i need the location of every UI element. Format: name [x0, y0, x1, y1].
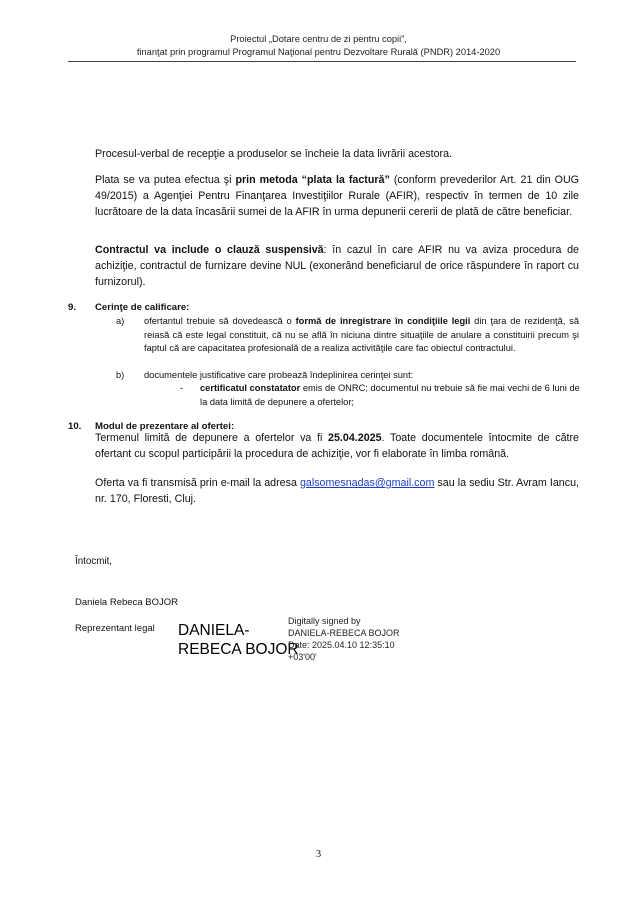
- email-paragraph: Oferta va fi transmisă prin e-mail la adresa galsomesnadas@gmail.com sau la sediu Str. Avram Iancu, nr. 170, Floresti, Cluj.: [95, 477, 579, 505]
- signature-info-line: Date: 2025.04.10 12:35:10: [288, 640, 395, 650]
- signature-info-line: Digitally signed by: [288, 616, 361, 626]
- page-number: 3: [315, 849, 322, 860]
- signature-name-line-1: DANIELA-: [178, 622, 250, 639]
- section-9-title: Cerinţe de calificare:: [95, 302, 190, 313]
- intocmit-label: Întocmit,: [75, 556, 113, 567]
- item-a-marker: a): [116, 316, 125, 326]
- signature-info-line: DANIELA-REBECA BOJOR: [288, 628, 400, 638]
- section-10-title: Modul de prezentare al ofertei:: [95, 421, 235, 432]
- digital-signature-info: [288, 615, 400, 663]
- item-b-text: documentele justificative care probează îndeplinirea cerinţei sunt:: [144, 370, 414, 380]
- item-b-subitem: certificatul constatator emis de ONRC; documentul nu trebuie să fie mai vechi de 6 luni de la data limită de depunere a ofertelor;: [200, 383, 580, 407]
- header-rule: [68, 61, 576, 62]
- payment-paragraph: Plata se va putea efectua şi prin metoda “plata la factură” (conform prevederilor Art. 21 din OUG 49/2015) a Agenţiei Pentru Finanţarea Investiţiilor Rurale (AFIR), respectiv în termen de 10 zile lucrătoare de la data încasării sumei de la AFIR în urma depunerii cererii de plată de către beneficiar.: [95, 174, 579, 218]
- item-a-text: ofertantul trebuie să dovedească o formă de înregistrare în condiţiile legii din ţara de rezidenţă, să reiasă că este legal constituit, că nu se află în niciuna dintre situaţiile de anulare a constituirii precum şi faptul că are capacitatea profesională de a realiza activităţile care fac obiectul contractului.: [144, 316, 579, 354]
- signatory-name: Daniela Rebeca BOJOR: [75, 597, 178, 608]
- signature-info-line: +03'00': [288, 652, 317, 662]
- item-b-dash: -: [180, 383, 184, 393]
- reception-paragraph: Procesul-verbal de recepţie a produselor se încheie la data livrării acestora.: [95, 148, 453, 160]
- section-9-number: 9.: [68, 302, 77, 313]
- deadline-paragraph: Termenul limită de depunere a ofertelor va fi 25.04.2025. Toate documentele întocmite de către ofertant cu scopul participării la procedura de achiziţie, vor fi elaborate în limba română.: [95, 432, 579, 460]
- suspensive-clause-paragraph: Contractul va include o clauză suspensivă: în cazul în care AFIR nu va aviza procedura de achiziţie, contractul de furnizare devine NUL (exonerând beneficiarul de orice răspundere în raport cu furnizorul).: [95, 244, 579, 288]
- section-10-number: 10.: [68, 421, 82, 432]
- item-b-marker: b): [116, 370, 125, 380]
- digital-signature-stamp: [178, 621, 299, 659]
- header-project-title: Proiectul „Dotare centru de zi pentru copii”,: [230, 34, 407, 44]
- signature-name-line-2: REBECA BOJOR: [178, 641, 299, 658]
- header-funding-line: finanţat prin programul Programul Naţional pentru Dezvoltare Rurală (PNDR) 2014-2020: [136, 47, 501, 57]
- email-link[interactable]: galsomesnadas@gmail.com: [299, 477, 435, 489]
- signatory-role: Reprezentant legal: [75, 623, 155, 634]
